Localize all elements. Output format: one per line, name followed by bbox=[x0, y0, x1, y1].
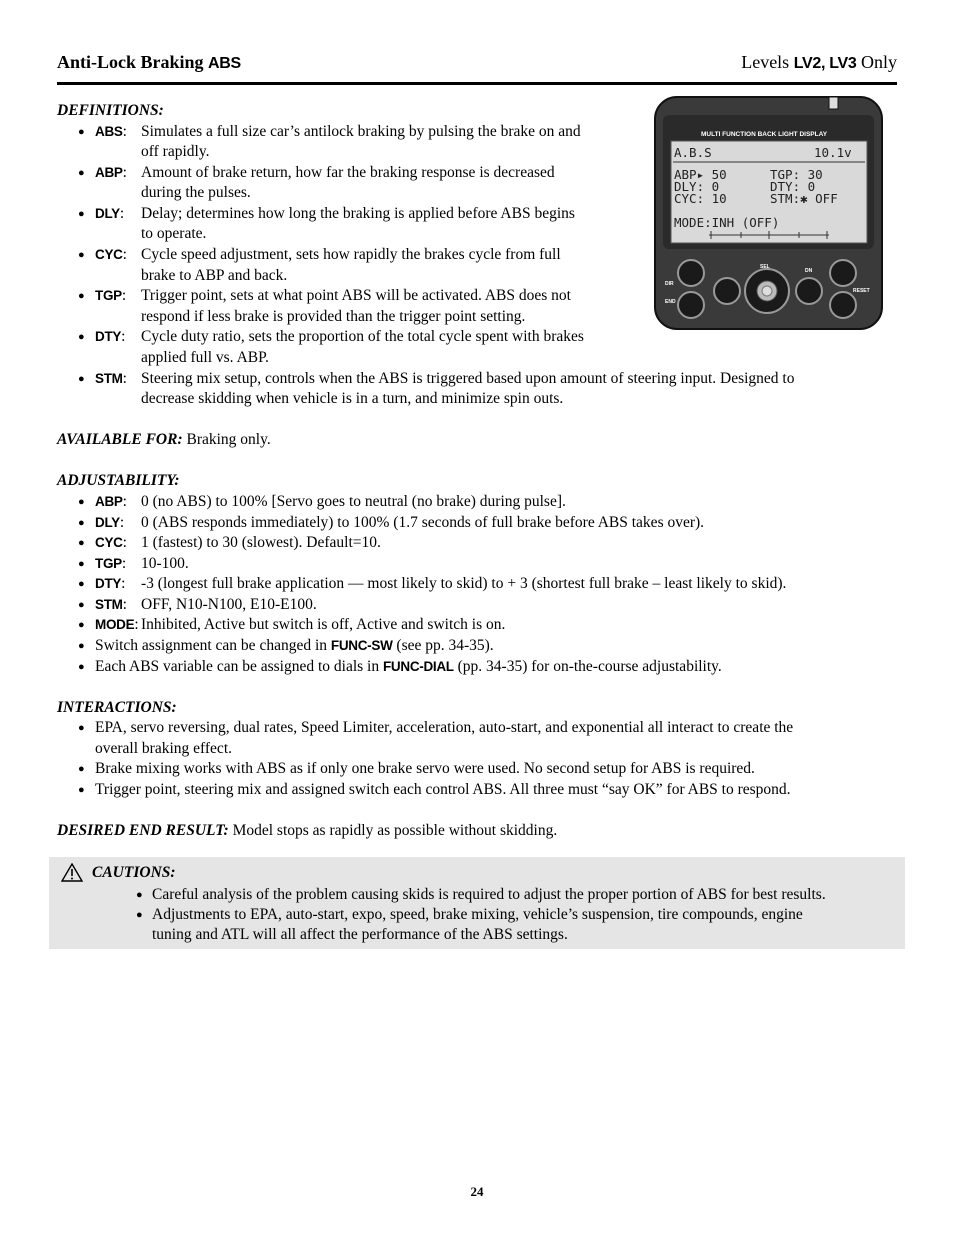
bullet-icon: ● bbox=[78, 517, 85, 529]
bullet-icon: ● bbox=[136, 889, 143, 901]
lcd-title: A.B.S bbox=[674, 145, 712, 160]
bullet-icon: ● bbox=[78, 331, 85, 343]
button-dir bbox=[678, 260, 704, 286]
lcd-row: ABP▸ 50 bbox=[674, 167, 727, 182]
adj-desc: OFF, N10-N100, E10-E100. bbox=[141, 596, 317, 613]
def-desc-line: during the pulses. bbox=[141, 184, 251, 201]
levels-note: Levels LV2, LV3 Only bbox=[741, 52, 897, 72]
adj-term: ABP: bbox=[95, 493, 127, 510]
header-rule bbox=[57, 82, 897, 85]
button-right bbox=[796, 278, 822, 304]
cautions-box bbox=[49, 857, 905, 949]
adj-desc: 0 (no ABS) to 100% [Servo goes to neutral (no brake) during pulse]. bbox=[141, 493, 566, 510]
transmitter-display-illustration bbox=[651, 95, 886, 331]
lcd-row: STM:✱ OFF bbox=[770, 191, 838, 206]
def-term: TGP: bbox=[95, 287, 127, 304]
interaction-line: overall braking effect. bbox=[95, 740, 232, 757]
switch-assignment-note: Switch assignment can be changed in FUNC-SW (see pp. 34-35). bbox=[95, 637, 494, 654]
def-desc-line: applied full vs. ABP. bbox=[141, 349, 269, 366]
dial-assignment-note: Each ABS variable can be assigned to dials in FUNC-DIAL (pp. 34-35) for on-the-course adjustability. bbox=[95, 658, 722, 675]
adj-desc: -3 (longest full brake application — most likely to skid) to + 3 (shortest full brake – least likely to skid). bbox=[141, 575, 787, 592]
interaction-line: Brake mixing works with ABS as if only one brake servo were used. No second setup for ABS is required. bbox=[95, 760, 755, 777]
button-end bbox=[678, 292, 704, 318]
def-desc-line: Simulates a full size car’s antilock braking by pulsing the brake on and bbox=[141, 123, 581, 140]
bullet-icon: ● bbox=[78, 290, 85, 302]
bullet-icon: ● bbox=[78, 784, 85, 796]
def-desc-line: off rapidly. bbox=[141, 143, 210, 160]
button-up bbox=[830, 260, 856, 286]
adj-desc: 0 (ABS responds immediately) to 100% (1.7 seconds of full brake before ABS takes over). bbox=[141, 514, 705, 531]
adj-desc: 1 (fastest) to 30 (slowest). Default=10. bbox=[141, 534, 381, 551]
def-term: DTY: bbox=[95, 328, 126, 345]
def-desc-line: Steering mix setup, controls when the ABS is triggered based upon amount of steering input. Designed to bbox=[141, 370, 795, 387]
bullet-icon: ● bbox=[78, 661, 85, 673]
caution-line: Careful analysis of the problem causing skids is required to adjust the proper portion of ABS for best results. bbox=[152, 886, 826, 903]
def-term: CYC: bbox=[95, 246, 127, 263]
bullet-icon: ● bbox=[136, 909, 143, 921]
bullet-icon: ● bbox=[78, 722, 85, 734]
adj-desc: 10-100. bbox=[141, 555, 189, 572]
adj-term: STM: bbox=[95, 596, 127, 613]
bullet-icon: ● bbox=[78, 640, 85, 652]
def-term: ABP: bbox=[95, 164, 127, 181]
available-for: AVAILABLE FOR: Braking only. bbox=[57, 431, 271, 448]
page-number: 24 bbox=[470, 1184, 484, 1199]
adj-term: CYC: bbox=[95, 534, 127, 551]
bullet-icon: ● bbox=[78, 167, 85, 179]
interactions-heading: INTERACTIONS: bbox=[57, 699, 177, 716]
def-desc-line: Cycle speed adjustment, sets how rapidly the brakes cycle from full bbox=[141, 246, 561, 263]
lcd-row: CYC: 10 bbox=[674, 191, 727, 206]
interaction-line: EPA, servo reversing, dual rates, Speed Limiter, acceleration, auto-start, and exponential all interact to create the bbox=[95, 719, 794, 736]
bullet-icon: ● bbox=[78, 558, 85, 570]
bullet-icon: ● bbox=[78, 763, 85, 775]
def-desc-line: Delay; determines how long the braking is applied before ABS begins bbox=[141, 205, 575, 222]
lcd-voltage: 10.1v bbox=[814, 145, 852, 160]
button-label: SEL bbox=[760, 264, 770, 270]
page-header bbox=[57, 52, 897, 78]
menu-bar-label: MULTI FUNCTION BACK LIGHT DISPLAY bbox=[701, 131, 828, 138]
bullet-icon: ● bbox=[78, 496, 85, 508]
button-label: DIR bbox=[665, 281, 674, 287]
def-desc-line: decrease skidding when vehicle is in a turn, and minimize spin outs. bbox=[141, 390, 564, 407]
lcd-row: MODE:INH (OFF) bbox=[674, 215, 780, 230]
def-desc-line: to operate. bbox=[141, 225, 207, 242]
def-desc-line: Cycle duty ratio, sets the proportion of the total cycle spent with brakes bbox=[141, 328, 584, 345]
bullet-icon: ● bbox=[78, 373, 85, 385]
definitions-heading: DEFINITIONS: bbox=[57, 102, 164, 119]
adj-term: DTY: bbox=[95, 575, 126, 592]
def-term: DLY: bbox=[95, 205, 125, 222]
button-label: RESET bbox=[853, 288, 870, 294]
adj-term: MODE: bbox=[95, 616, 139, 633]
bullet-icon: ● bbox=[78, 599, 85, 611]
warning-icon bbox=[61, 863, 83, 882]
adj-term: DLY: bbox=[95, 514, 125, 531]
bullet-icon: ● bbox=[78, 208, 85, 220]
def-desc-line: respond if less brake is provided than the trigger point setting. bbox=[141, 308, 526, 325]
button-left bbox=[714, 278, 740, 304]
interaction-line: Trigger point, steering mix and assigned switch each control ABS. All three must “say OK” for ABS to respond. bbox=[95, 781, 791, 798]
adjustability-heading: ADJUSTABILITY: bbox=[57, 472, 180, 489]
adj-desc: Inhibited, Active but switch is off, Active and switch is on. bbox=[141, 616, 506, 633]
def-desc-line: brake to ABP and back. bbox=[141, 267, 288, 284]
button-reset bbox=[830, 292, 856, 318]
lcd-row: DTY: 0 bbox=[770, 179, 816, 194]
bullet-icon: ● bbox=[78, 126, 85, 138]
def-desc-line: Trigger point, sets at what point ABS will be activated. ABS does not bbox=[141, 287, 571, 304]
button-label: DN bbox=[805, 268, 813, 274]
def-term: STM: bbox=[95, 370, 127, 387]
def-term: ABS: bbox=[95, 123, 127, 140]
button-label: END bbox=[665, 299, 676, 305]
caution-line: tuning and ATL will all affect the performance of the ABS settings. bbox=[152, 926, 568, 943]
adj-term: TGP: bbox=[95, 555, 127, 572]
lcd-row: DLY: 0 bbox=[674, 179, 720, 194]
bullet-icon: ● bbox=[78, 619, 85, 631]
page-title: Anti-Lock Braking ABS bbox=[57, 52, 241, 72]
cautions-heading: CAUTIONS: bbox=[92, 864, 176, 881]
desired-end-result: DESIRED END RESULT: Model stops as rapidly as possible without skidding. bbox=[57, 822, 558, 839]
lcd-row: TGP: 30 bbox=[770, 167, 823, 182]
caution-line: Adjustments to EPA, auto-start, expo, speed, brake mixing, vehicle’s suspension, tire compounds, engine bbox=[152, 906, 803, 923]
bullet-icon: ● bbox=[78, 537, 85, 549]
def-desc-line: Amount of brake return, how far the braking response is decreased bbox=[141, 164, 555, 181]
bullet-icon: ● bbox=[78, 578, 85, 590]
bullet-icon: ● bbox=[78, 249, 85, 261]
